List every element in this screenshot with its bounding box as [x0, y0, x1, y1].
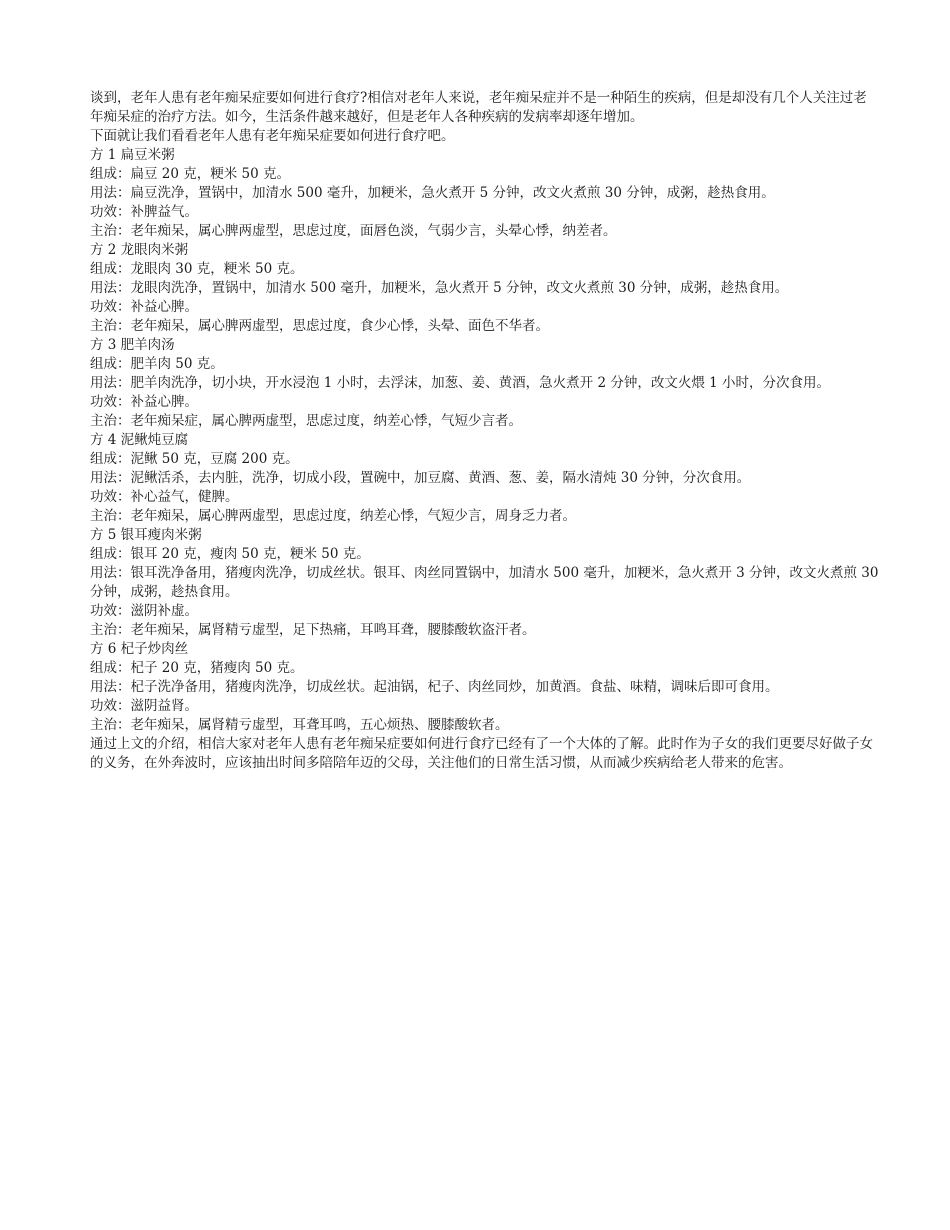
recipe-indication: 主治：老年痴呆，属心脾两虚型，思虑过度，食少心悸，头晕、面色不华者。 [90, 318, 549, 334]
recipe-4 [90, 431, 880, 526]
recipe-title: 方 5 银耳瘦肉米粥 [90, 527, 202, 543]
recipe-indication: 主治：老年痴呆，属肾精亏虚型，耳聋耳鸣，五心烦热、腰膝酸软者。 [90, 717, 509, 733]
recipe-usage: 用法：泥鳅活杀，去内脏，洗净，切成小段，置碗中，加豆腐、黄酒、葱、姜，隔水清炖 30 分钟，分次食用。 [90, 470, 751, 486]
recipe-title: 方 1 扁豆米粥 [90, 147, 175, 163]
recipe-1 [90, 146, 880, 241]
recipe-composition: 组成：扁豆 20 克，粳米 50 克。 [90, 166, 291, 182]
recipe-effect: 功效：补脾益气。 [90, 204, 198, 220]
conclusion-paragraph: 通过上文的介绍，相信大家对老年人患有老年痴呆症要如何进行食疗已经有了一个大体的了解。此时作为子女的我们更要尽好做子女的义务，在外奔波时，应该抽出时间多陪陪年迈的父母，关注他们的日常生活习惯，从而减少疾病给老人带来的危害。 [90, 736, 873, 771]
recipe-6 [90, 640, 880, 735]
recipe-indication: 主治：老年痴呆症，属心脾两虚型，思虑过度，纳差心悸，气短少言者。 [90, 413, 522, 429]
recipe-effect: 功效：滋阴补虚。 [90, 603, 198, 619]
recipe-effect: 功效：滋阴益肾。 [90, 698, 198, 714]
recipe-5 [90, 526, 880, 640]
intro-paragraph: 谈到，老年人患有老年痴呆症要如何进行食疗?相信对老年人来说，老年痴呆症并不是一种陌生的疾病，但是却没有几个人关注过老年痴呆症的治疗方法。如今，生活条件越来越好，但是老年人各种疾病的发病率却逐年增加。 [90, 90, 867, 125]
recipe-composition: 组成：肥羊肉 50 克。 [90, 356, 224, 372]
recipe-effect: 功效：补心益气，健脾。 [90, 489, 239, 505]
recipe-title: 方 3 肥羊肉汤 [90, 337, 175, 353]
document-body [90, 89, 880, 773]
recipe-usage: 用法：龙眼肉洗净，置锅中，加清水 500 毫升，加粳米，急火煮开 5 分钟，改文火煮煎 30 分钟，成粥，趁热食用。 [90, 280, 789, 296]
recipe-indication: 主治：老年痴呆，属心脾两虚型，思虑过度，面唇色淡，气弱少言，头晕心悸，纳差者。 [90, 223, 617, 239]
recipe-usage: 用法：银耳洗净备用，猪瘦肉洗净，切成丝状。银耳、肉丝同置锅中，加清水 500 毫升，加粳米，急火煮开 3 分钟，改文火煮煎 30 分钟，成粥，趁热食用。 [90, 565, 879, 600]
recipe-composition: 组成：龙眼肉 30 克，粳米 50 克。 [90, 261, 304, 277]
recipe-2 [90, 241, 880, 336]
recipe-indication: 主治：老年痴呆，属肾精亏虚型，足下热痛，耳鸣耳聋，腰膝酸软盗汗者。 [90, 622, 536, 638]
recipe-composition: 组成：泥鳅 50 克，豆腐 200 克。 [90, 451, 299, 467]
recipe-3 [90, 336, 880, 431]
recipe-title: 方 6 杞子炒肉丝 [90, 641, 189, 657]
recipe-effect: 功效：补益心脾。 [90, 394, 198, 410]
recipe-composition: 组成：杞子 20 克，猪瘦肉 50 克。 [90, 660, 304, 676]
recipe-composition: 组成：银耳 20 克，瘦肉 50 克，粳米 50 克。 [90, 546, 370, 562]
recipe-indication: 主治：老年痴呆，属心脾两虚型，思虑过度，纳差心悸，气短少言，周身乏力者。 [90, 508, 576, 524]
recipe-usage: 用法：肥羊肉洗净，切小块，开水浸泡 1 小时，去浮沫，加葱、姜、黄酒，急火煮开 2 分钟，改文火煨 1 小时，分次食用。 [90, 375, 831, 391]
recipe-usage: 用法：扁豆洗净，置锅中，加清水 500 毫升，加粳米，急火煮开 5 分钟，改文火煮煎 30 分钟，成粥，趁热食用。 [90, 185, 775, 201]
recipe-usage: 用法：杞子洗净备用，猪瘦肉洗净，切成丝状。起油锅，杞子、肉丝同炒，加黄酒。食盐、味精，调味后即可食用。 [90, 679, 779, 695]
recipe-title: 方 2 龙眼肉米粥 [90, 242, 189, 258]
recipe-effect: 功效：补益心脾。 [90, 299, 198, 315]
recipe-title: 方 4 泥鳅炖豆腐 [90, 432, 189, 448]
intro-paragraph-2: 下面就让我们看看老年人患有老年痴呆症要如何进行食疗吧。 [90, 128, 455, 144]
